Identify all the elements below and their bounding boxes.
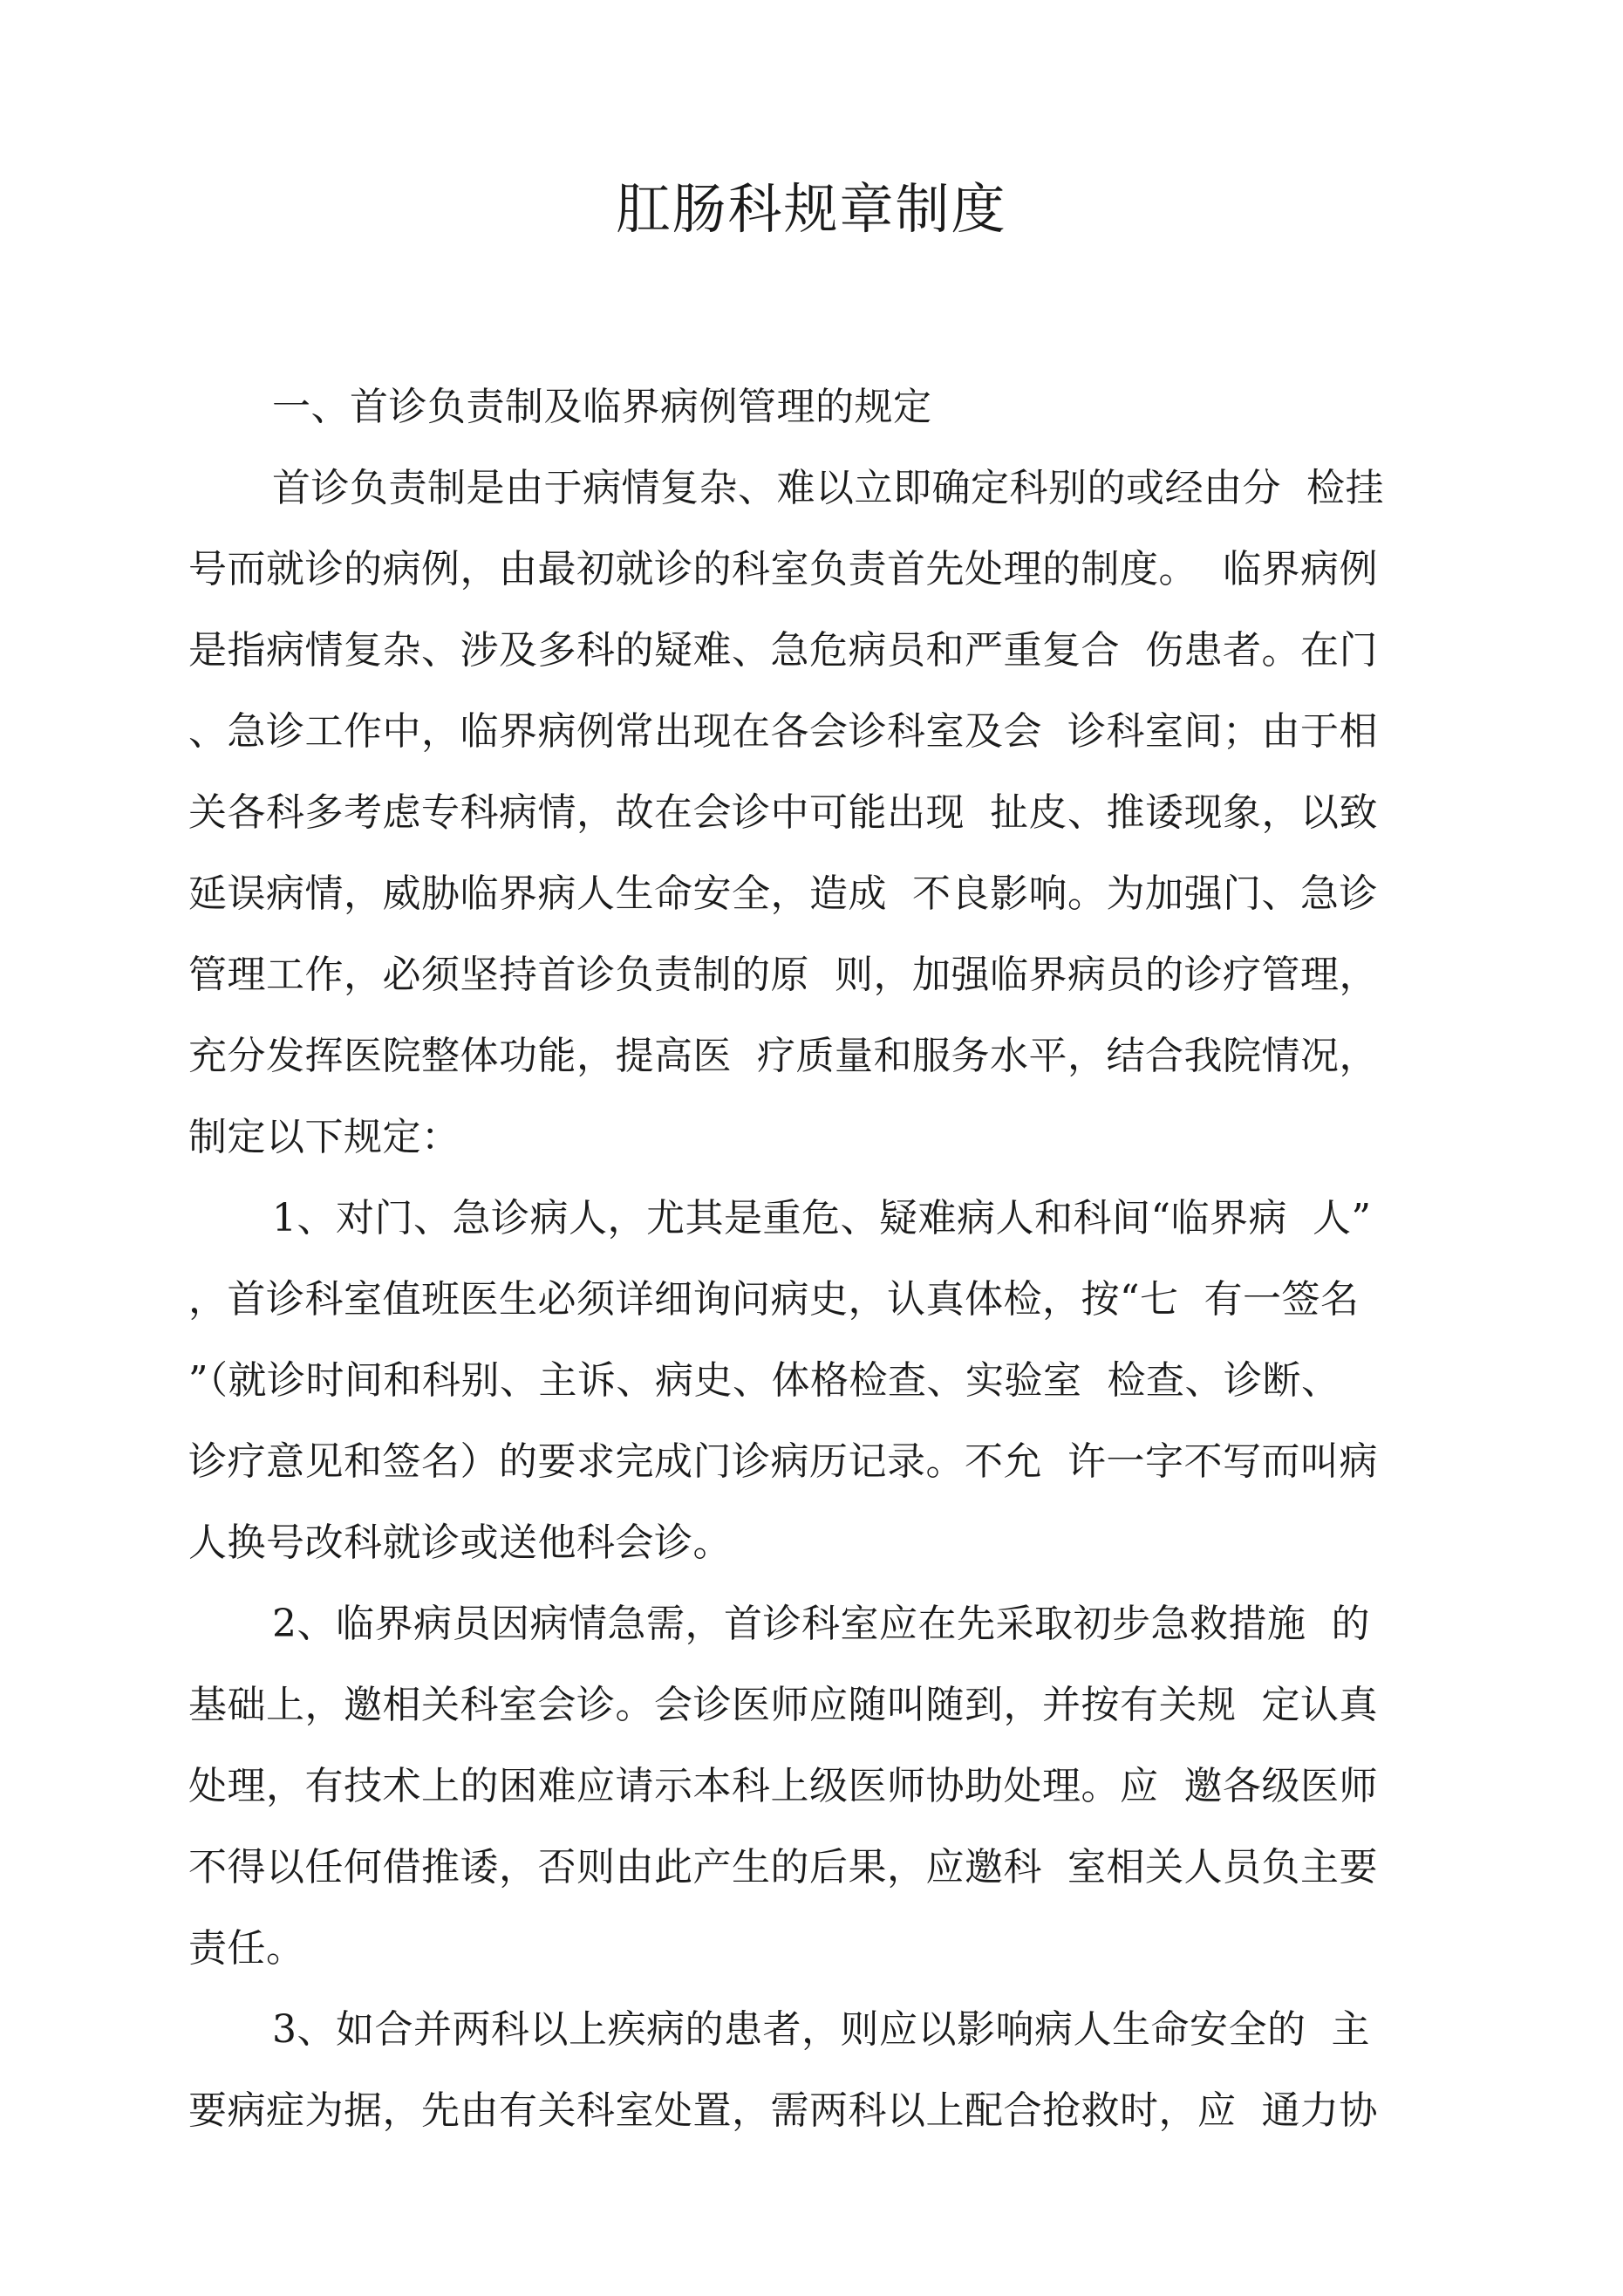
paragraph-line: 首诊负责制是由于病情复杂、难以立即确定科别的或经由分 检挂 [272, 466, 1384, 510]
document-title: 肛肠科规章制度 [616, 177, 1007, 241]
list-item-line: 2、临界病员因病情急需，首诊科室应在先采取初步急救措施 的 [272, 1602, 1370, 1646]
list-item-line: 1、对门、急诊病人，尤其是重危、疑难病人和科间“临界病 人” [272, 1196, 1372, 1240]
list-item-line: ，首诊科室值班医生必须详细询问病史，认真体检，按“七 有一签名 [188, 1277, 1360, 1322]
paragraph-line: 关各科多考虑专科病情，故在会诊中可能出现 扯皮、推诿现象，以致 [188, 790, 1378, 835]
list-item-line: 不得以任何借推诿，否则由此产生的后果，应邀科 室相关人员负主要 [188, 1845, 1378, 1889]
list-item-line: 3、如合并两科以上疾病的患者，则应以影响病人生命安全的 主 [272, 2007, 1370, 2052]
paragraph-line: 延误病情，威胁临界病人生命安全，造成 不良影响。为加强门、急诊 [188, 871, 1378, 916]
paragraph-line: 是指病情复杂、涉及多科的疑难、急危病员和严重复合 伤患者。在门 [188, 628, 1378, 673]
paragraph-line: 制定以下规定： [188, 1115, 460, 1159]
paragraph-line: 、急诊工作中，临界病例常出现在各会诊科室及会 诊科室间；由于相 [188, 709, 1378, 754]
paragraph-line: 充分发挥医院整体功能，提高医 疗质量和服务水平，结合我院情况， [188, 1034, 1378, 1078]
paragraph-line: 管理工作，必须坚持首诊负责制的原 则，加强临界病员的诊疗管理， [188, 953, 1378, 997]
list-item-line: 要病症为据，先由有关科室处置，需两科以上配合抢救时，应 通力协 [188, 2088, 1378, 2133]
paragraph-line: 号而就诊的病例，由最初就诊的科室负责首先处理的制度。 临界病例 [188, 547, 1378, 591]
list-item-line: 人换号改科就诊或送他科会诊。 [188, 1520, 732, 1565]
document-body [188, 366, 1449, 2151]
list-item-line: 诊疗意见和签名）的要求完成门诊病历记录。不允 许一字不写而叫病 [188, 1439, 1378, 1484]
list-item-line: 责任。 [188, 1926, 305, 1971]
section-heading: 一、首诊负责制及临界病例管理的规定 [272, 385, 932, 429]
list-item-line: 基础上，邀相关科室会诊。会诊医师应随叫随到，并按有关规 定认真 [188, 1683, 1378, 1727]
list-item-line: ”（就诊时间和科别、主诉、病史、体格检查、实验室 检查、诊断、 [188, 1358, 1340, 1403]
list-item-line: 处理，有技术上的困难应请示本科上级医师协助处理。应 邀各级医师 [188, 1764, 1378, 1808]
